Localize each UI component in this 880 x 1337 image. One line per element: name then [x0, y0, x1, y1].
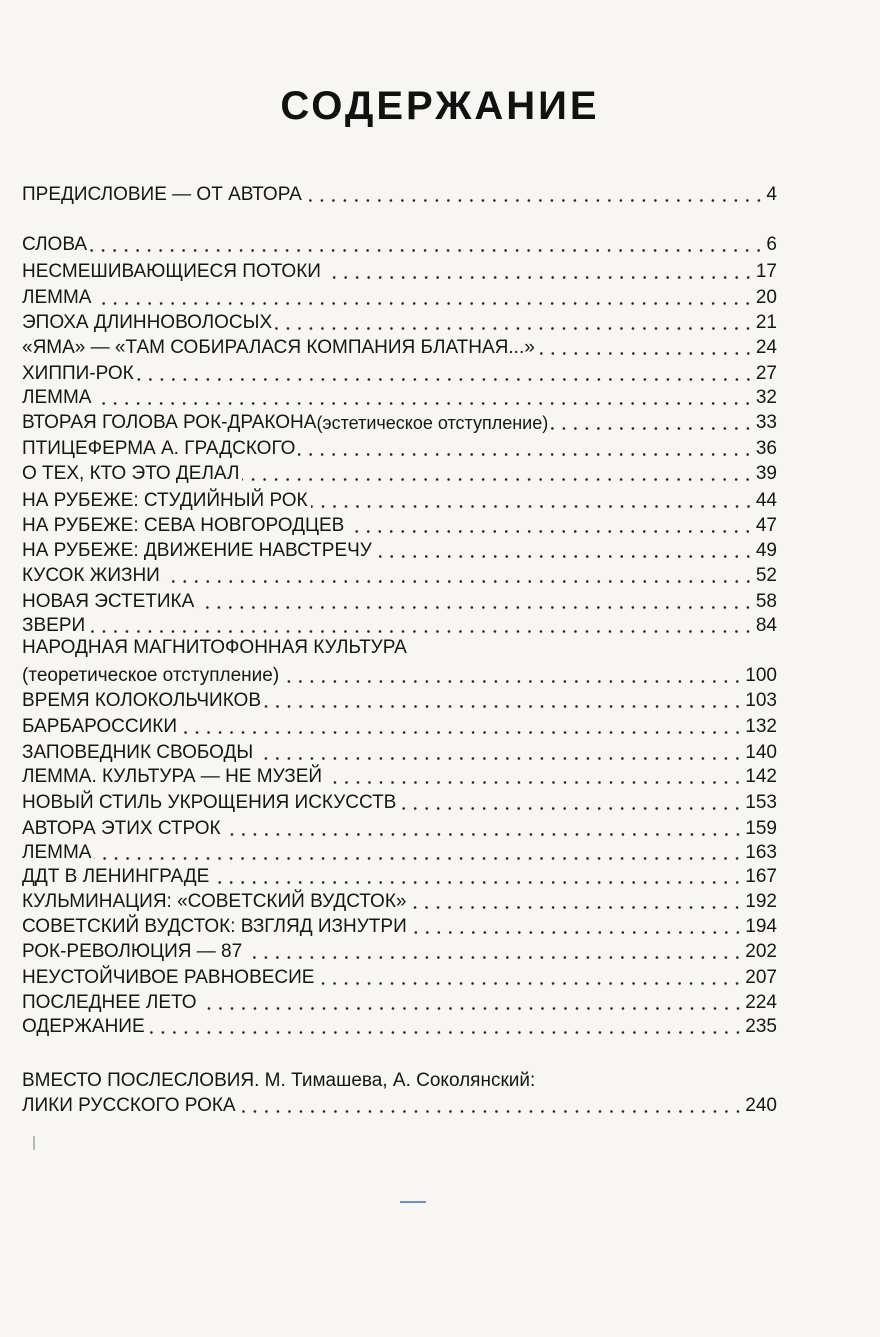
toc-entry-title: НОВАЯ ЭСТЕТИКА — [22, 591, 195, 612]
toc-page-number: 140 — [745, 742, 777, 763]
toc-entry — [22, 461, 777, 487]
toc-entry-title: ОДЕРЖАНИЕ — [22, 1016, 145, 1037]
toc-entry — [22, 816, 777, 842]
toc-entry — [22, 563, 777, 589]
toc-page-number: 24 — [755, 337, 777, 358]
toc-entry-title: СЛОВА — [22, 234, 88, 255]
toc-page-number: 58 — [755, 591, 777, 612]
toc-entry — [22, 914, 777, 940]
toc-entry-title: ЛЕММА. КУЛЬТУРА — НЕ МУЗЕЙ — [22, 766, 323, 787]
toc-page-number: 159 — [745, 818, 777, 839]
toc-page-number: 39 — [755, 463, 777, 484]
toc-entry — [22, 990, 777, 1016]
dot-leader — [317, 982, 743, 985]
dot-leader — [298, 453, 753, 456]
toc-page-number: 47 — [755, 515, 777, 536]
dot-leader — [305, 199, 765, 202]
dot-leader — [275, 327, 754, 330]
toc-page-number: 202 — [745, 941, 777, 962]
toc-page-number: 4 — [766, 184, 777, 205]
dot-leader — [538, 352, 754, 355]
toc-entry-title: ЛЕММА — [22, 387, 92, 408]
dot-leader — [324, 276, 754, 279]
toc-entry-title: СОВЕТСКИЙ ВУДСТОК: ВЗГЛЯД ИЗНУТРИ — [22, 916, 407, 937]
toc-page-number: 103 — [745, 690, 777, 711]
toc-page-number: 27 — [755, 363, 777, 384]
toc-entry — [22, 764, 777, 790]
dot-leader — [94, 302, 753, 305]
toc-entry-title: ПРЕДИСЛОВИЕ — ОТ АВТОРА — [22, 184, 302, 205]
toc-page-number: 33 — [755, 412, 777, 433]
dot-leader — [94, 857, 743, 860]
toc-page-number: 207 — [745, 967, 777, 988]
dot-leader — [311, 505, 754, 508]
toc-page-number: 20 — [755, 287, 777, 308]
toc-page-number: 100 — [745, 665, 777, 686]
toc-page-number: 194 — [745, 916, 777, 937]
dot-leader — [409, 906, 743, 909]
toc-entry — [22, 965, 777, 991]
dot-leader — [282, 680, 743, 683]
toc-entry-title: ВТОРАЯ ГОЛОВА РОК-ДРАКОНА — [22, 412, 317, 433]
toc-page-number: 36 — [755, 438, 777, 459]
toc-entry — [22, 385, 777, 411]
dot-leader — [224, 833, 744, 836]
dot-leader — [239, 1110, 744, 1113]
toc-entry-title: О ТЕХ, КТО ЭТО ДЕЛАЛ — [22, 463, 240, 484]
toc-entry-title: НА РУБЕЖЕ: СТУДИЙНЫЙ РОК — [22, 490, 308, 511]
toc-entry-title: ЗАПОВЕДНИК СВОБОДЫ — [22, 742, 254, 763]
toc-page-number: 167 — [745, 866, 777, 887]
toc-entry — [22, 688, 777, 714]
toc-page-number: 153 — [745, 792, 777, 813]
toc-page-number: 163 — [745, 842, 777, 863]
toc-entry-title: ЗВЕРИ — [22, 615, 86, 636]
toc-entry-title: РОК-РЕВОЛЮЦИЯ — 87 — [22, 941, 243, 962]
toc-entry — [22, 488, 777, 514]
toc-entry-title: КУЛЬМИНАЦИЯ: «СОВЕТСКИЙ ВУДСТОК» — [22, 891, 407, 912]
toc-entry-title: НЕСМЕШИВАЮЩИЕСЯ ПОТОКИ — [22, 261, 321, 282]
dot-leader — [242, 478, 753, 481]
toc-entry — [22, 538, 777, 564]
dot-leader — [163, 580, 754, 583]
toc-entry — [22, 513, 777, 539]
toc-page-number: 6 — [766, 234, 777, 255]
toc-entry-title-line: НАРОДНАЯ МАГНИТОФОННАЯ КУЛЬТУРА — [22, 637, 407, 658]
dot-leader — [264, 705, 743, 708]
dot-leader — [212, 881, 743, 884]
toc-entry — [22, 182, 777, 208]
toc-page-number: 240 — [745, 1095, 777, 1116]
toc-entry — [22, 663, 777, 689]
dot-leader — [325, 781, 743, 784]
toc-entry-title: ХИППИ-РОК — [22, 363, 134, 384]
page-title: СОДЕРЖАНИЕ — [280, 84, 600, 128]
toc-page-number: 235 — [745, 1016, 777, 1037]
toc-entry — [22, 714, 777, 740]
toc-entry — [22, 840, 777, 866]
dot-leader — [375, 555, 754, 558]
toc-page-number: 132 — [745, 716, 777, 737]
toc-entry-title: ПТИЦЕФЕРМА А. ГРАДСКОГО — [22, 438, 296, 459]
toc-page-number: 49 — [755, 540, 777, 561]
toc-entry — [22, 864, 777, 890]
toc-page-number: 32 — [755, 387, 777, 408]
toc-entry-title: ВРЕМЯ КОЛОКОЛЬЧИКОВ — [22, 690, 262, 711]
toc-entry — [22, 361, 777, 387]
toc-entry-title: НЕУСТОЙЧИВОЕ РАВНОВЕСИЕ — [22, 967, 315, 988]
dot-leader — [137, 378, 754, 381]
dot-leader — [94, 402, 753, 405]
toc-entry-subtitle: (эстетическое отступление) — [316, 413, 549, 433]
dot-leader — [245, 956, 743, 959]
toc-entry — [22, 410, 777, 436]
toc-entry — [22, 889, 777, 915]
toc-entry-title: (теоретическое отступление) — [22, 665, 280, 686]
dot-leader — [148, 1031, 744, 1034]
dot-leader — [180, 731, 743, 734]
dot-leader — [399, 807, 743, 810]
toc-entry — [22, 1093, 777, 1119]
toc-entry — [22, 589, 777, 615]
pen-mark — [33, 1136, 35, 1150]
toc-page-number: 21 — [755, 312, 777, 333]
toc-entry — [22, 740, 777, 766]
toc-entry-title: ДДТ В ЛЕНИНГРАДЕ — [22, 866, 210, 887]
dot-leader — [347, 530, 753, 533]
toc-page-number: 224 — [745, 992, 777, 1013]
toc-entry-title: КУСОК ЖИЗНИ — [22, 565, 160, 586]
toc-entry — [22, 335, 777, 361]
toc-entry-title: АВТОРА ЭТИХ СТРОК — [22, 818, 221, 839]
toc-page-number: 192 — [745, 891, 777, 912]
pen-mark — [400, 1201, 426, 1203]
toc-page-number: 142 — [745, 766, 777, 787]
dot-leader — [551, 427, 754, 430]
toc-entry — [22, 436, 777, 462]
toc-page-number: 84 — [755, 615, 777, 636]
toc-entry-title: НА РУБЕЖЕ: СЕВА НОВГОРОДЦЕВ — [22, 515, 345, 536]
toc-entry-title: ПОСЛЕДНЕЕ ЛЕТО — [22, 992, 197, 1013]
toc-entry-title: БАРБАРОССИКИ — [22, 716, 177, 737]
dot-leader — [197, 606, 754, 609]
toc-entry-title-line: ВМЕСТО ПОСЛЕСЛОВИЯ. М. Тимашева, А. Соколянский: — [22, 1070, 536, 1091]
toc-entry-title: ЛЕММА — [22, 287, 92, 308]
toc-entry — [22, 939, 777, 965]
toc-entry — [22, 259, 777, 285]
toc-entry-title: ЭПОХА ДЛИННОВОЛОСЫХ — [22, 312, 273, 333]
dot-leader — [200, 1007, 744, 1010]
dot-leader — [410, 931, 744, 934]
toc-entry-title: «ЯМА» — «ТАМ СОБИРАЛАСЯ КОМПАНИЯ БЛАТНАЯ...» — [22, 337, 535, 358]
toc-entry — [22, 232, 777, 258]
toc-page-number: 52 — [755, 565, 777, 586]
dot-leader — [256, 757, 743, 760]
toc-entry — [22, 1014, 777, 1040]
toc-entry-title: НА РУБЕЖЕ: ДВИЖЕНИЕ НАВСТРЕЧУ — [22, 540, 372, 561]
toc-entry — [22, 790, 777, 816]
toc-entry-title: ЛИКИ РУССКОГО РОКА — [22, 1095, 236, 1116]
dot-leader — [90, 249, 764, 252]
toc-page-number: 17 — [755, 261, 777, 282]
toc-entry — [22, 310, 777, 336]
dot-leader — [88, 630, 754, 633]
toc-entry-title: НОВЫЙ СТИЛЬ УКРОЩЕНИЯ ИСКУССТВ — [22, 792, 397, 813]
toc-page-number: 44 — [755, 490, 777, 511]
toc-entry-title: ЛЕММА — [22, 842, 92, 863]
toc-entry — [22, 285, 777, 311]
